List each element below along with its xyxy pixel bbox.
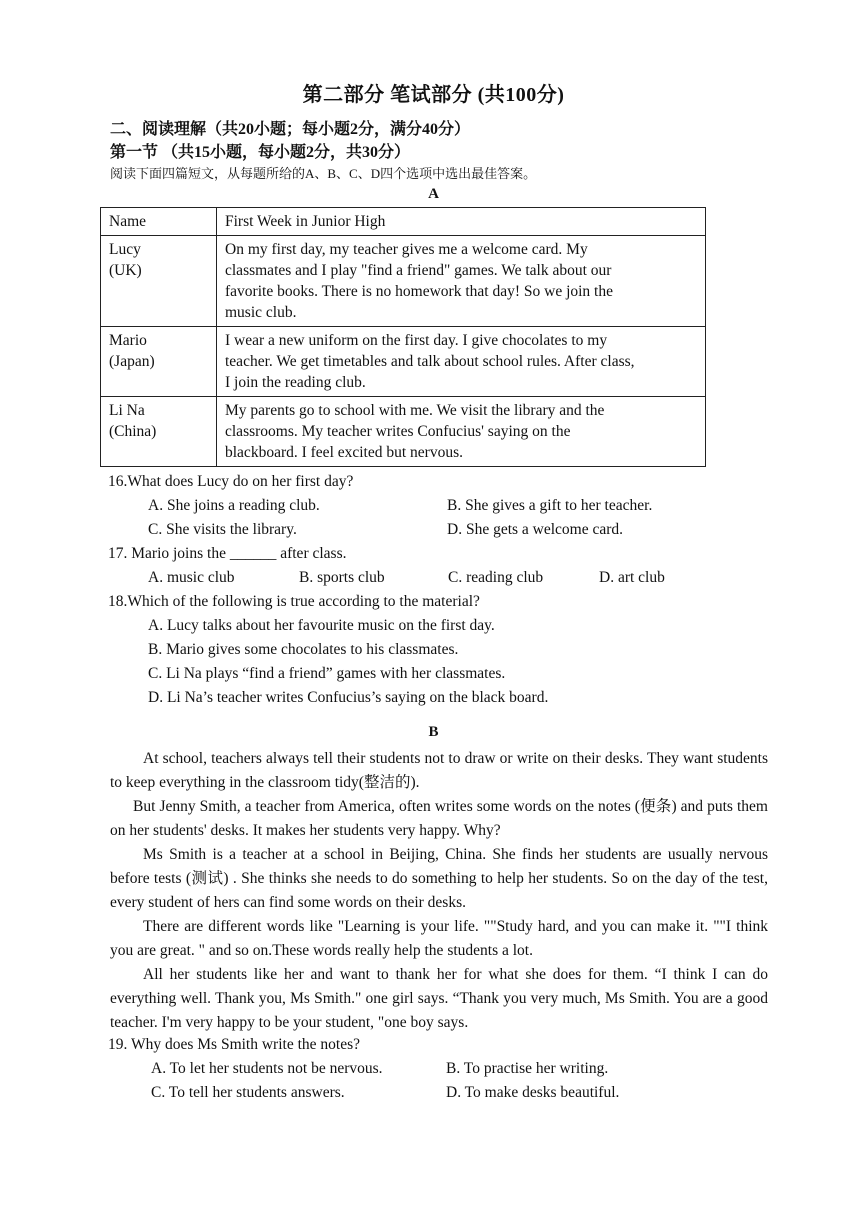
text-line: I wear a new uniform on the first day. I give chocolates to my xyxy=(225,332,608,349)
question-19-option-c: C. To tell her students answers. xyxy=(151,1084,345,1101)
question-16-stem: 16.What does Lucy do on her first day? xyxy=(108,473,354,490)
table-cell-text xyxy=(217,397,706,467)
student-country: (UK) xyxy=(109,262,142,279)
passage-b-paragraph: Ms Smith is a teacher at a school in Beijing, China. She finds her students are usually nervous before tests (测试) . She thinks she needs to do something to help her students. So on the day of the test, every student of hers can find some words on their desks. xyxy=(110,846,768,911)
question-18-stem: 18.Which of the following is true according to the material? xyxy=(108,593,480,610)
question-17-option-d: D. art club xyxy=(599,569,665,586)
student-name: Lucy xyxy=(109,241,141,258)
text-line: classrooms. My teacher writes Confucius' saying on the xyxy=(225,423,571,440)
table-cell-name xyxy=(101,397,217,467)
question-17-option-c: C. reading club xyxy=(448,569,544,586)
text-line: teacher. We get timetables and talk about school rules. After class, xyxy=(225,353,635,370)
question-19-option-d: D. To make desks beautiful. xyxy=(446,1084,620,1101)
question-16-option-a: A. She joins a reading club. xyxy=(148,497,320,514)
table-header-row xyxy=(101,208,706,236)
table-cell-name xyxy=(101,327,217,397)
question-16-option-d: D. She gets a welcome card. xyxy=(447,521,624,538)
text-line: classmates and I play "find a friend" games. We talk about our xyxy=(225,262,612,279)
student-country: (China) xyxy=(109,423,157,440)
passage-b-paragraph: All her students like her and want to thank her for what she does for them. “I think I can do everything well. Thank you, Ms Smith." one girl says. “Thank you very much, Ms Smith. You are a good teacher. I'm very happy to be your student, "one boy says. xyxy=(110,966,768,1031)
table-header-week: First Week in Junior High xyxy=(217,208,706,236)
instruction-text: 阅读下面四篇短文，从每题所给的A、B、C、D四个选项中选出最佳答案。 xyxy=(110,166,537,181)
page-title: 第二部分 笔试部分 (共100分) xyxy=(302,84,565,106)
question-18-option-d: D. Li Na’s teacher writes Confucius’s saying on the black board. xyxy=(148,689,549,706)
question-19-stem: 19. Why does Ms Smith write the notes? xyxy=(108,1036,360,1053)
section-heading: 二、阅读理解（共20小题；每小题2分，满分40分） xyxy=(110,121,471,138)
table-header-name: Name xyxy=(101,208,217,236)
question-16-option-c: C. She visits the library. xyxy=(148,521,297,538)
text-line: blackboard. I feel excited but nervous. xyxy=(225,444,464,461)
text-line: My parents go to school with me. We visit the library and the xyxy=(225,402,605,419)
student-country: (Japan) xyxy=(109,353,155,370)
question-16-option-b: B. She gives a gift to her teacher. xyxy=(447,497,653,514)
passage-a-label: A xyxy=(428,186,439,202)
table-row xyxy=(101,397,706,467)
passage-b-paragraph: At school, teachers always tell their students not to draw or write on their desks. They want students to keep everything in the classroom tidy(整洁的). xyxy=(110,750,768,791)
table-cell-text xyxy=(217,236,706,327)
question-17-stem: 17. Mario joins the ______ after class. xyxy=(108,545,347,562)
student-name: Li Na xyxy=(109,402,145,419)
table-cell-name xyxy=(101,236,217,327)
question-17-option-a: A. music club xyxy=(148,569,235,586)
passage-b-label: B xyxy=(428,724,439,740)
student-name: Mario xyxy=(109,332,147,349)
table-cell-text xyxy=(217,327,706,397)
passage-b-paragraph: But Jenny Smith, a teacher from America, often writes some words on the notes (便条) and puts them on her students' desks. It makes her students very happy. Why? xyxy=(110,798,768,839)
table-row xyxy=(101,327,706,397)
table-row xyxy=(101,236,706,327)
subsection-heading: 第一节 （共15小题，每小题2分，共30分） xyxy=(110,144,411,161)
text-line: music club. xyxy=(225,304,297,321)
question-17-option-b: B. sports club xyxy=(299,569,385,586)
first-week-table xyxy=(100,207,706,467)
question-18-option-b: B. Mario gives some chocolates to his classmates. xyxy=(148,641,459,658)
passage-b-paragraph: There are different words like "Learning is your life. ""Study hard, and you can make it. ""I think you are great. " and so on.These words really help the students a lot. xyxy=(110,918,768,959)
text-line: I join the reading club. xyxy=(225,374,366,391)
text-line: On my first day, my teacher gives me a welcome card. My xyxy=(225,241,588,258)
question-18-option-a: A. Lucy talks about her favourite music on the first day. xyxy=(148,617,495,634)
text-line: favorite books. There is no homework that day! So we join the xyxy=(225,283,613,300)
question-19-option-a: A. To let her students not be nervous. xyxy=(151,1060,383,1077)
question-19-option-b: B. To practise her writing. xyxy=(446,1060,609,1077)
question-18-option-c: C. Li Na plays “find a friend” games with her classmates. xyxy=(148,665,506,682)
